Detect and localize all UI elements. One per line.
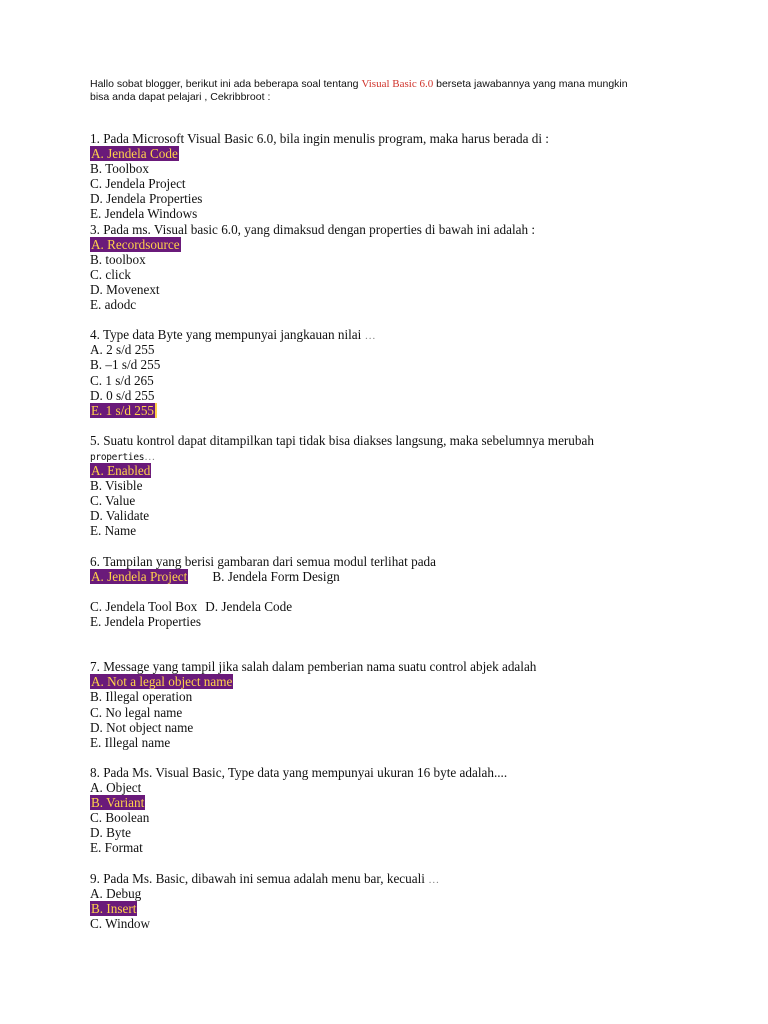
correct-answer-highlight: A. Jendela Code: [91, 146, 178, 162]
option-a: A. Debug: [90, 885, 142, 901]
ellipsis: …: [428, 873, 440, 886]
option-d: D. Jendela Properties: [90, 191, 203, 207]
spacer: [90, 584, 730, 599]
question-8: [90, 765, 730, 856]
option-c: C. No legal name: [90, 704, 183, 720]
correct-answer-highlight: B. Insert: [91, 900, 137, 916]
spacer: [90, 418, 730, 433]
correct-answer-highlight: A. Jendela Project: [91, 568, 188, 584]
question-text: 7. Message yang tampil jika salah dalam pemberian nama suatu control abjek adalah: [90, 659, 537, 675]
spacer: [90, 312, 730, 327]
visual-basic-link[interactable]: Visual Basic 6.0: [361, 78, 434, 90]
option-d: D. Validate: [90, 508, 150, 524]
option-b: [90, 795, 730, 810]
spacer: [90, 629, 730, 644]
option-e: E. Jendela Properties: [90, 614, 201, 629]
question-6: [90, 554, 730, 629]
question-word: properties: [90, 451, 145, 463]
option-b: B. Illegal operation: [90, 689, 193, 705]
correct-answer-highlight: B. Variant: [91, 795, 145, 811]
question-1: [90, 131, 730, 222]
option-c: C. click: [90, 266, 132, 282]
option-a: [90, 146, 730, 161]
correct-answer-highlight: E. 1 s/d 255: [90, 403, 157, 418]
option-b: B. Jendela Form Design: [212, 568, 340, 584]
options-row-2: [90, 599, 730, 614]
option-c: C. Jendela Tool Box: [90, 598, 198, 614]
question-text-main: 4. Type data Byte yang mempunyai jangkauan nilai: [90, 327, 365, 343]
spacer: [90, 644, 730, 659]
question-5: [90, 433, 730, 539]
option-a: A. 2 s/d 255: [90, 342, 155, 358]
intro-text-cont: berseta jawabannya yang mana mungkin: [433, 78, 628, 90]
question-text: [90, 871, 730, 886]
option-c: C. Window: [90, 915, 151, 931]
option-b: B. toolbox: [90, 251, 146, 267]
option-b: B. –1 s/d 255: [90, 357, 161, 373]
option-e: [90, 403, 730, 418]
question-9: [90, 871, 730, 931]
spacer: [90, 750, 730, 765]
option-b: B. Toolbox: [90, 161, 149, 177]
question-text-cont: [90, 448, 730, 463]
question-4: [90, 327, 730, 418]
option-a: A. Object: [90, 780, 142, 796]
question-text: 1. Pada Microsoft Visual Basic 6.0, bila ingin menulis program, maka harus berada di :: [90, 131, 549, 146]
option-e: E. Name: [90, 523, 137, 539]
option-c: C. Value: [90, 493, 136, 509]
option-d: D. Not object name: [90, 719, 194, 735]
option-e: E. adodc: [90, 297, 137, 313]
question-3: [90, 222, 730, 313]
option-c: C. Boolean: [90, 810, 150, 826]
correct-answer-highlight: A. Enabled: [91, 463, 151, 479]
question-text: [90, 327, 730, 342]
options-row-1: [90, 569, 730, 584]
question-text: 5. Suatu kontrol dapat ditampilkan tapi tidak bisa diakses langsung, maka sebelumnya merubah: [90, 432, 594, 448]
option-b: B. Visible: [90, 478, 143, 494]
question-text: 6. Tampilan yang berisi gambaran dari semua modul terlihat pada: [90, 553, 436, 569]
question-text-main: 9. Pada Ms. Basic, dibawah ini semua adalah menu bar, kecuali: [90, 870, 429, 886]
option-c: C. Jendela Project: [90, 176, 186, 192]
correct-answer-highlight: A. Recordsource: [91, 236, 180, 252]
intro-line-2: bisa anda dapat pelajari , Cekribbroot :: [90, 91, 271, 103]
question-7: [90, 659, 730, 750]
intro-paragraph: [90, 78, 690, 104]
option-e: E. Format: [90, 840, 143, 856]
question-text: 3. Pada ms. Visual basic 6.0, yang dimaksud dengan properties di bawah ini adalah :: [90, 221, 536, 237]
correct-answer-highlight: A. Not a legal object name: [91, 674, 233, 690]
option-c: C. 1 s/d 265: [90, 372, 154, 388]
option-d: D. 0 s/d 255: [90, 387, 155, 403]
spacer: [90, 856, 730, 871]
ellipsis: …: [364, 330, 376, 343]
option-e: E. Jendela Windows: [90, 206, 198, 222]
question-list: [90, 131, 730, 931]
option-a: [90, 463, 730, 478]
option-a: [90, 237, 730, 252]
spacer: [90, 539, 730, 554]
option-d: D. Movenext: [90, 281, 160, 297]
option-a: [90, 674, 730, 689]
option-d: D. Byte: [90, 825, 132, 841]
intro-text: Hallo sobat blogger, berikut ini ada beberapa soal tentang: [90, 78, 362, 90]
option-b: [90, 901, 730, 916]
option-e: E. Illegal name: [90, 734, 171, 750]
question-text: 8. Pada Ms. Visual Basic, Type data yang mempunyai ukuran 16 byte adalah....: [90, 764, 508, 780]
ellipsis: …: [144, 450, 156, 463]
option-d: D. Jendela Code: [205, 598, 293, 614]
